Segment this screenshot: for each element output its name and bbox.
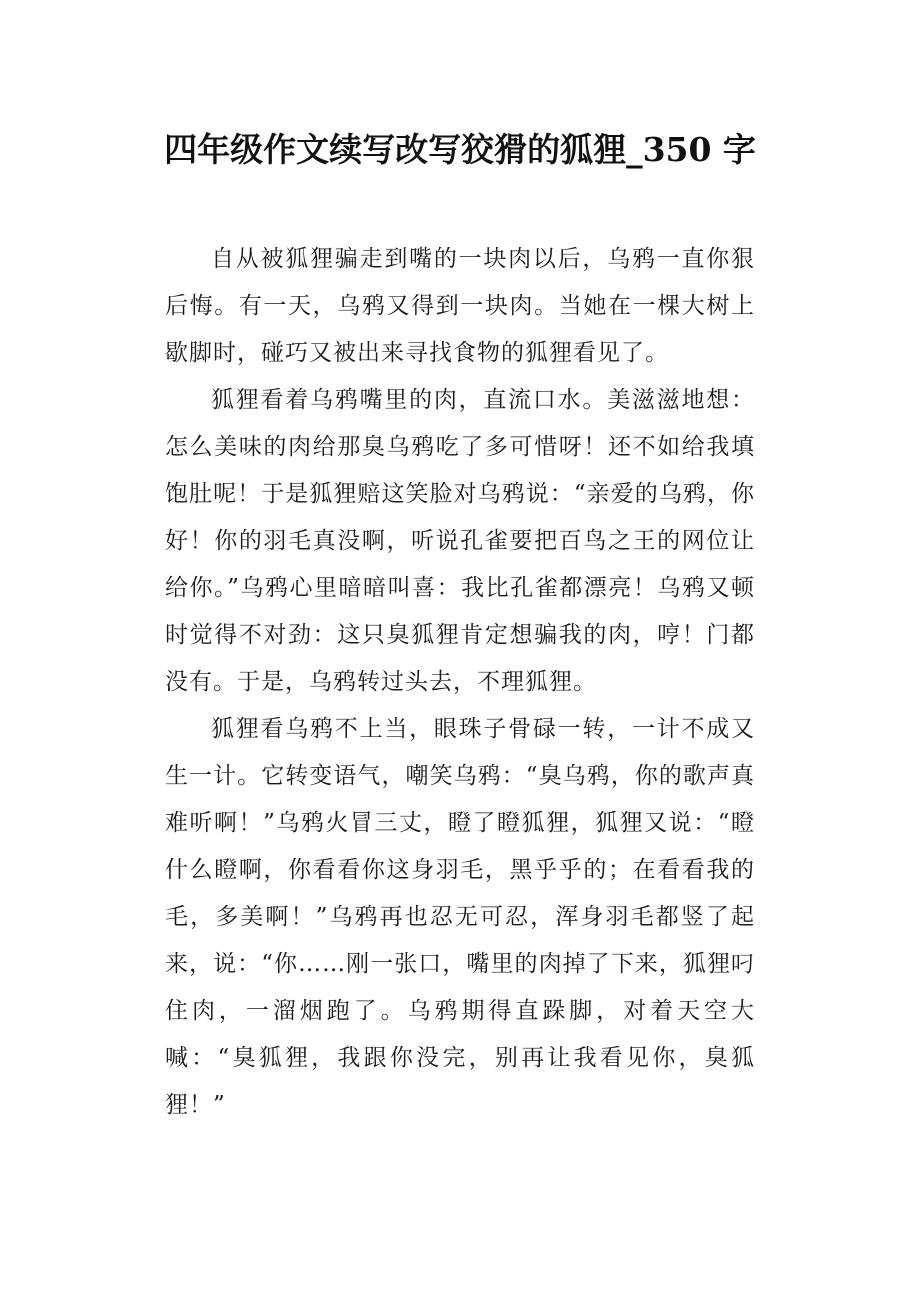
paragraph-1: 自从被狐狸骗走到嘴的一块肉以后，乌鸦一直你狠后悔。有一天，乌鸦又得到一块肉。当她在一棵大树上歇脚时，碰巧又被出来寻找食物的狐狸看见了。 <box>165 246 755 366</box>
document-title: 四年级作文续写改写狡猾的狐狸_350 字 <box>164 130 756 169</box>
paragraph-2: 狐狸看着乌鸦嘴里的肉，直流口水。美滋滋地想：怎么美味的肉给那臭乌鸦吃了多可惜呀！还不如给我填饱肚呢！于是狐狸赔这笑脸对乌鸦说：“亲爱的乌鸦，你好！你的羽毛真没啊，听说孔雀要把百鸟之王的网位让给你。”乌鸦心里暗暗叫喜：我比孔雀都漂亮！乌鸦又顿时觉得不对劲：这只臭狐狸肯定想骗我的肉，哼！门都没有。于是，乌鸦转过头去，不理狐狸。 <box>165 387 755 695</box>
document-body <box>165 236 755 1129</box>
paragraph-3: 狐狸看乌鸦不上当，眼珠子骨碌一转，一计不成又生一计。它转变语气，嘲笑乌鸦：“臭乌鸦，你的歌声真难听啊！”乌鸦火冒三丈，瞪了瞪狐狸，狐狸又说：“瞪什么瞪啊，你看看你这身羽毛，黑乎乎的；在看看我的毛，多美啊！”乌鸦再也忍无可忍，浑身羽毛都竖了起来，说：“你……刚一张口，嘴里的肉掉了下来，狐狸叼住肉，一溜烟跑了。乌鸦期得直跺脚，对着天空大喊：“臭狐狸，我跟你没完，别再让我看见你，臭狐狸！” <box>165 716 755 1118</box>
